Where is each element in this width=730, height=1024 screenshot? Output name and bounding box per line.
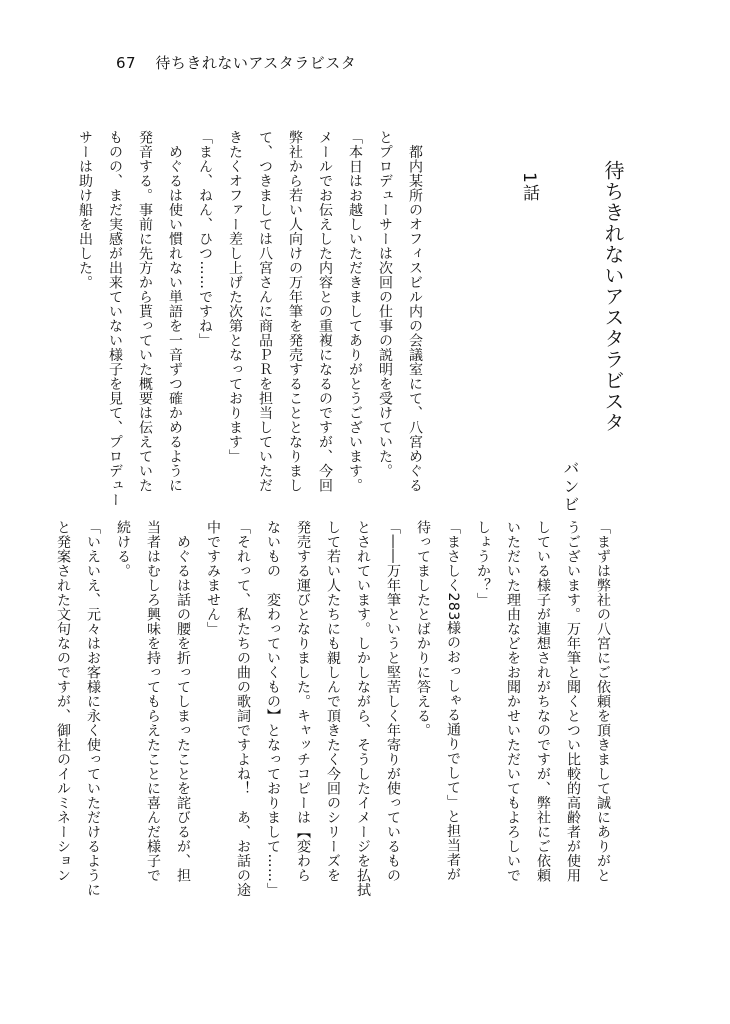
text-line: て、つきましては八宮さんに商品ＰＲを担当していただ xyxy=(257,130,273,493)
text-line: して若い人たちにも親しんで頂きたく今回のシリーズを xyxy=(325,520,341,883)
text-line: ものの、まだ実感が出来ていない様子を見て、プロデュー xyxy=(107,130,123,507)
lower-text-block xyxy=(48,520,618,920)
text-line: 「それって、私たちの曲の歌詞ですよね！ あ、お話の途 xyxy=(235,520,251,897)
text-line: 「いえいえ、元々はお客様に永く使っていただけるように xyxy=(85,520,101,897)
text-line: 発売する運びとなりました。キャッチコピーは【変わら xyxy=(295,520,311,883)
text-line: している様子が連想されがちなのですが、弊社にご依頼 xyxy=(535,520,551,883)
text-line: 「まさしく283様のおっしゃる通りでして」と担当者が xyxy=(445,520,461,882)
text-line: 発音する。事前に先方から貰っていた概要は伝えていた xyxy=(137,130,153,493)
text-line: とプロデューサーは次回の仕事の説明を受けていた。 xyxy=(377,130,393,478)
text-line: いただいた理由などをお聞かせいただいてもよろしいで xyxy=(505,520,521,883)
story-author: バンビ xyxy=(561,460,580,514)
page-number: 67 xyxy=(116,54,137,72)
text-line: 続ける。 xyxy=(115,520,131,578)
text-line: うございます。万年筆と聞くとつい比較的高齢者が使用 xyxy=(565,520,581,883)
text-line: 待ってましたとばかりに答える。 xyxy=(415,520,431,738)
text-line: しょうか？」 xyxy=(475,520,491,607)
text-line: ないもの 変わっていくもの】となっておりまして……」 xyxy=(265,520,281,897)
text-line: とされています。しかしながら、そうしたイメージを払拭 xyxy=(355,520,371,897)
story-title: 待ちきれないアスタラビスタ xyxy=(601,160,625,433)
text-line: メールでお伝えした内容との重複になるのですが、今回 xyxy=(317,130,333,493)
text-line: 「――万年筆というと堅苦しく年寄りが使っているもの xyxy=(385,520,401,883)
text-line: 「まずは弊社の八宮にご依頼を頂きまして誠にありがと xyxy=(595,520,611,883)
text-line: 当者はむしろ興味を持ってもらえたことに喜んだ様子で xyxy=(145,520,161,883)
text-line: 弊社から若い人向けの万年筆を発売することとなりまし xyxy=(287,130,303,493)
text-line: きたくオファー差し上げた次第となっております」 xyxy=(227,130,243,464)
text-line: サーは助け船を出した。 xyxy=(77,130,93,290)
upper-text-block xyxy=(70,130,430,507)
text-line: 中ですみません」 xyxy=(205,520,221,636)
running-header xyxy=(116,52,356,73)
text-line: と発案された文句なのですが、御社のイルミネーション xyxy=(55,520,71,883)
story-heading xyxy=(510,160,630,514)
text-line: 「本日はお越しいただきましてありがとうございます。 xyxy=(347,130,363,493)
text-line: めぐるは使い慣れない単語を一音ずつ確かめるように xyxy=(167,130,183,493)
text-line: めぐるは話の腰を折ってしまったことを詫びるが、担 xyxy=(175,520,191,883)
chapter-heading: 1話 xyxy=(519,172,539,202)
text-line: 都内某所のオフィスビル内の会議室にて、八宮めぐる xyxy=(407,130,423,493)
running-title: 待ちきれないアスタラビスタ xyxy=(155,54,357,72)
text-line: 「まん、ねん、ひつ……ですね」 xyxy=(197,130,213,348)
